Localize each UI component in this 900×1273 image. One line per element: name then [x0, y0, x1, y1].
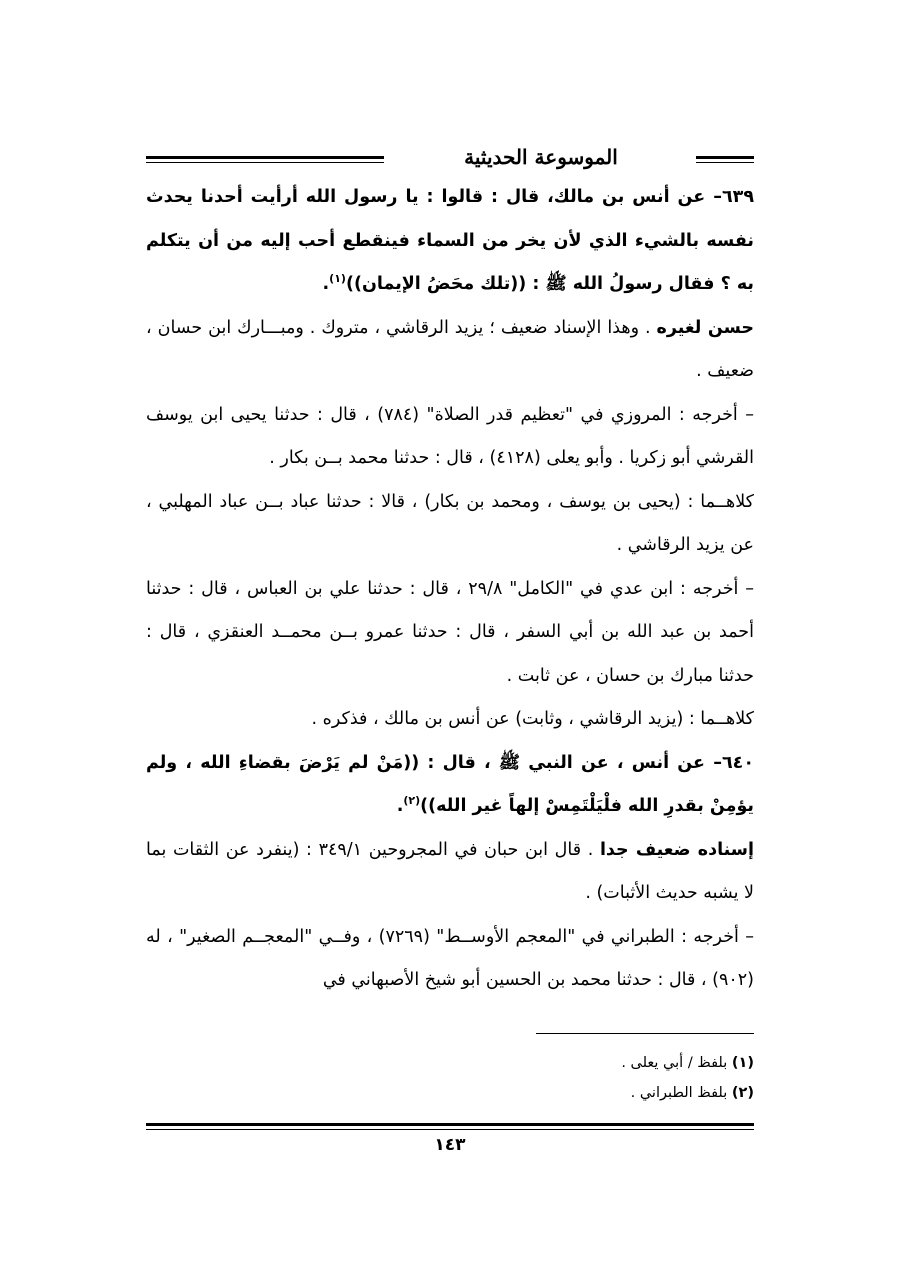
takhrij-paragraph: – أخرجه : المروزي في "تعظيم قدر الصلاة" (٧٨٤) ، قال : حدثنا يحيى ابن يوسف القرشي أبو زكريا . وأبو يعلى (٤١٢٨) ، قال : حدثنا محمد بــن بكار .: [146, 404, 754, 468]
hadith-end: .: [396, 796, 404, 816]
footnote-marker[interactable]: (١): [329, 272, 346, 286]
takhrij-paragraph: – أخرجه : ابن عدي في "الكامل" ٢٩/٨ ، قال : حدثنا علي بن العباس ، قال : حدثنا أحمد بن عبد الله بن أبي السفر ، قال : حدثنا عمرو بــن محمــد العنقزي ، قال : حدثنا مبارك بن حسان ، عن ثابت .: [146, 578, 755, 686]
takhrij-paragraph: كلاهــما : (يحيى بن يوسف ، ومحمد بن بكار) ، قالا : حدثنا عباد بــن عباد المهلبي ، عن يزيد الرقاشي .: [146, 491, 754, 555]
book-page: [146, 140, 754, 1160]
footnotes: [146, 1048, 754, 1108]
page-number: ١٤٣: [434, 1135, 466, 1155]
footnote-text: بلفظ الطبراني .: [630, 1085, 732, 1101]
hadith-text: عن أنس ، عن النبي ﷺ ، قال : ((مَنْ لم يَرْضَ بقضاءِ الله ، ولم يؤمِنْ بقدرِ الله فلْيَلْتَمِسْ إلهاً غير الله)): [146, 752, 754, 816]
grade-label: إسناده ضعيف جدا: [599, 839, 754, 860]
hadith-number: ٦٤٠–: [704, 752, 754, 773]
footnote-marker[interactable]: (٢): [403, 794, 421, 808]
header-rule-right: [696, 156, 754, 163]
grade-label: حسن لغيره: [656, 317, 755, 338]
main-text: [146, 176, 754, 1003]
takhrij-paragraph: كلاهــما : (يزيد الرقاشي ، وثابت) عن أنس بن مالك ، فذكره .: [311, 709, 754, 729]
hadith-text: عن أنس بن مالك، قال : قالوا : يا رسول الله أرأيت أحدنا يحدث نفسه بالشيء الذي لأن يخر من السماء فينقطع أحب إليه من أن يتكلم به ؟ فقال رسولُ الله ﷺ : ((تلك محَضُ الإيمان)): [146, 187, 754, 294]
grade-text: . قال ابن حبان في المجروحين ٣٤٩/١ : (ينفرد عن الثقات بما لا يشبه حديث الأثبات) .: [146, 839, 754, 903]
takhrij-paragraph: – أخرجه : الطبراني في "المعجم الأوســط" (٧٢٦٩) ، وفــي "المعجــم الصغير" ، له (٩٠٢) ، قال : حدثنا محمد بن الحسين أبو شيخ الأصبهاني في: [146, 926, 754, 990]
footnote-number: (١): [731, 1055, 754, 1071]
hadith-number: ٦٣٩–: [705, 187, 754, 207]
footnote-item: [146, 1048, 754, 1078]
running-title: الموسوعة الحديثية: [464, 145, 618, 169]
footnote-separator: [536, 1033, 754, 1034]
footer-rule: [146, 1123, 754, 1130]
hadith-639: [146, 176, 754, 307]
header-rule-left: [146, 156, 384, 163]
page-header: [146, 140, 754, 174]
hadith-end: .: [322, 274, 330, 294]
grade-paragraph: [146, 307, 754, 394]
grade-paragraph: [146, 829, 754, 916]
grade-text: . وهذا الإسناد ضعيف ؛ يزيد الرقاشي ، متروك . ومبـــارك ابن حسان ، ضعيف .: [146, 317, 754, 381]
footnote-text: بلفظ / أبي يعلى .: [621, 1055, 732, 1071]
footnote-number: (٢): [731, 1085, 754, 1101]
footnote-item: [146, 1078, 754, 1108]
hadith-640: [146, 742, 754, 829]
